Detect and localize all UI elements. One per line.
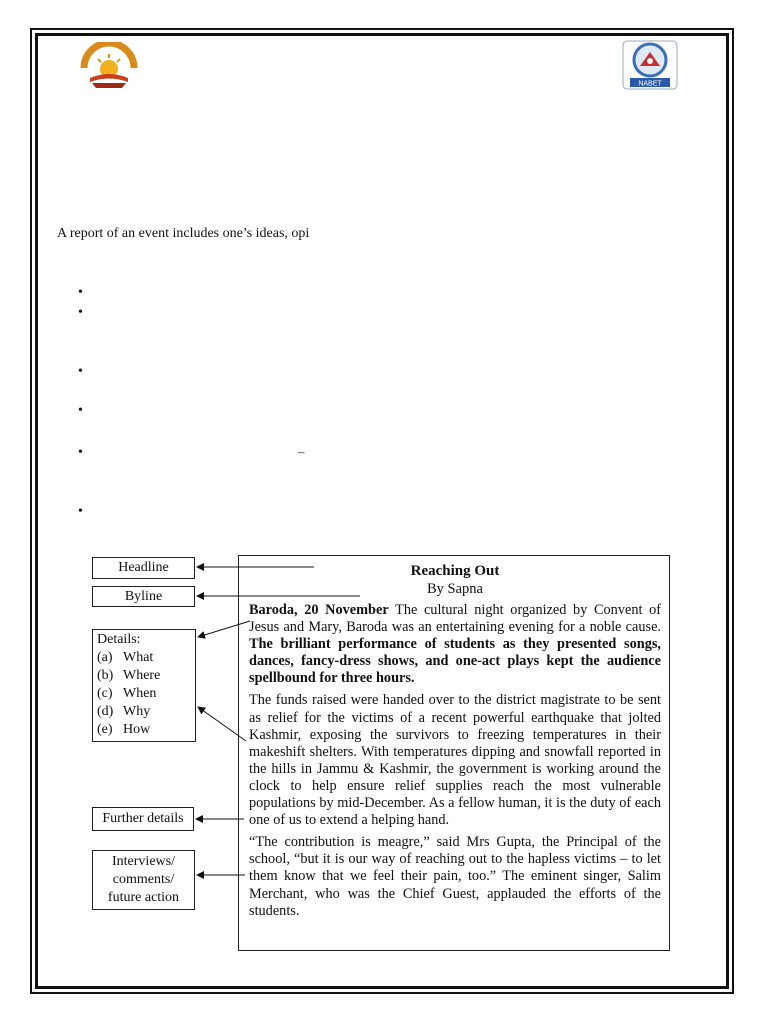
bullet-3: •	[78, 364, 83, 379]
article-dateline: Baroda, 20 November	[249, 602, 389, 618]
further-details-label-box: Further details	[92, 807, 194, 831]
details-item: (d) Why	[97, 704, 151, 719]
details-item: (e) How	[97, 722, 151, 737]
article-byline: By Sapna	[427, 581, 483, 597]
school-crest-sun-logo	[78, 42, 140, 90]
article-paragraph-2: The funds raised were handed over to the district magistrate to be sent as relief for the victims of a recent powerful earthquake that jolted Kashmir, exposing the survivors to freezing temperatures in their makeshift shelters. With temperatures dipping and snowfall reported in the hills in Jammu & Kashmir, the government is working around the clock to help ensure relief supplies reach the most vulnerable populations by mid-December. As a fellow human, it is the duty of each one of us to extend a helping hand.	[249, 692, 661, 829]
details-label-box	[92, 629, 196, 742]
interviews-line: Interviews/	[112, 854, 175, 869]
bullet-4: •	[78, 403, 83, 418]
bullet-5: •	[78, 445, 83, 460]
article-paragraph-1: Baroda, 20 November The cultural night organized by Convent of Jesus and Mary, Baroda was an entertaining evening for a noble cause. The brilliant performance of students as they presented songs, dances, fancy-dress shows, and one-act plays kept the audience spellbound for three hours.	[249, 602, 661, 687]
details-title: Details:	[97, 632, 141, 647]
headline-label-box: Headline	[92, 557, 195, 579]
future-action-line: future action	[107, 890, 180, 905]
details-item: (a) What	[97, 650, 154, 665]
dash-mark: –	[298, 444, 305, 459]
bullet-1: •	[78, 285, 83, 300]
byline-label-box: Byline	[92, 586, 195, 607]
article-paragraph-3: “The contribution is meagre,” said Mrs Gupta, the Principal of the school, “but it is our way of reaching out to the hapless victims – to let them know that we feel their pain, too.” The eminent singer, Salim Merchant, who was the Chief Guest, applauded the efforts of the students.	[249, 834, 661, 919]
intro-text: A report of an event includes one’s ideas, opi	[57, 226, 310, 241]
nabet-logo-text: NABET	[638, 80, 662, 88]
details-item: (b) Where	[97, 668, 161, 683]
interviews-label-box	[92, 850, 195, 910]
bullet-6: •	[78, 504, 83, 519]
details-item: (c) When	[97, 686, 157, 701]
comments-line: comments/	[112, 872, 175, 887]
bullet-2: •	[78, 305, 83, 320]
nabet-accreditation-logo	[622, 40, 678, 90]
sample-report-article	[238, 555, 670, 951]
article-headline: Reaching Out	[410, 563, 500, 579]
